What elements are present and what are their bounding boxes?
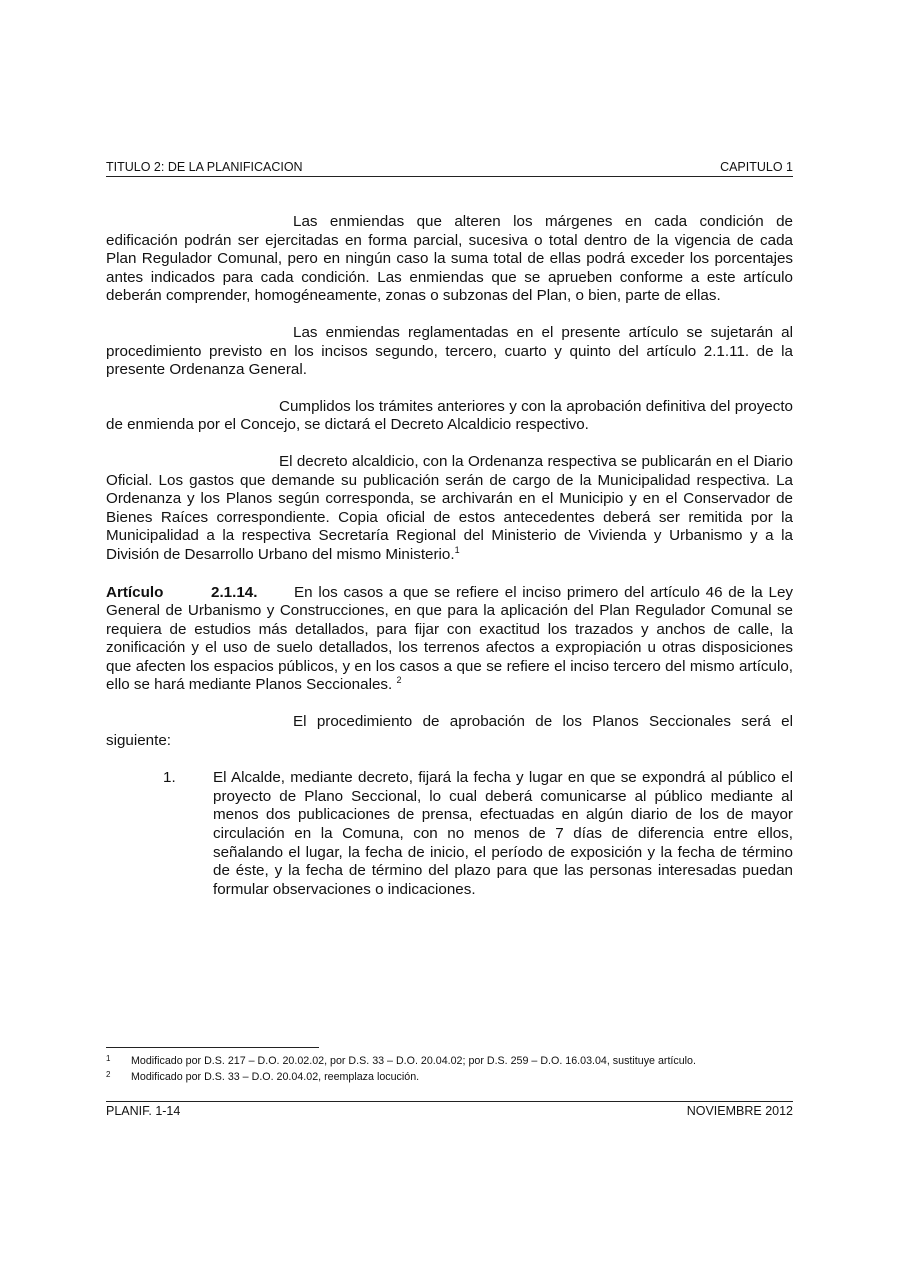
paragraph: El procedimiento de aprobación de los Planos Seccionales será el siguiente: [106, 713, 793, 749]
footnote-mark: 1 [106, 1054, 111, 1063]
list-item-text: El Alcalde, mediante decreto, fijará la fecha y lugar en que se expondrá al público el proyecto de Plano Seccional, lo cual deberá comunicarse al público mediante al menos dos publicaciones de prensa, efectuadas en algún diario de los de mayor circulación en la Comuna, con no menos de 7 días de diferencia entre ellos, señalando el lugar, la fecha de inicio, el período de exposición y la fecha de término de éste, y la fecha de término del plazo para que las personas interesadas puedan formular observaciones o indicaciones. [213, 769, 793, 898]
paragraph: Las enmiendas que alteren los márgenes en cada condición de edificación podrán ser ejercitadas en forma parcial, sucesiva o total dentro de la vigencia de cada Plan Regulador Comunal, pero en ningún caso la suma total de ellas podrá exceder los porcentajes antes indicados para cada condición. Las enmiendas que se aprueben conforme a este artículo deberán comprender, homogéneamente, zonas o subzonas del Plan, o bien, parte de ellas. [106, 213, 793, 305]
article-paragraph [106, 584, 793, 696]
list-item [106, 769, 793, 899]
footnotes [106, 1054, 796, 1085]
footer-page-number: PLANIF. 1-14 [106, 1104, 181, 1118]
article-number: 2.1.14. [211, 583, 258, 601]
footnote-separator [106, 1047, 319, 1048]
header-title: TITULO 2: DE LA PLANIFICACION [106, 160, 303, 174]
footnote-mark: 2 [106, 1069, 111, 1079]
page-footer [106, 1101, 793, 1118]
paragraph: Las enmiendas reglamentadas en el presente artículo se sujetarán al procedimiento previsto en los incisos segundo, tercero, cuarto y quinto del artículo 2.1.11. de la presente Ordenanza General. [106, 323, 793, 379]
footnote-text: Modificado por D.S. 217 – D.O. 20.02.02, por D.S. 33 – D.O. 20.04.02; por D.S. 259 – D.O. 16.03.04, sustituye artículo. [131, 1055, 696, 1067]
footnote-ref: 2 [396, 675, 402, 686]
paragraph: Cumplidos los trámites anteriores y con la aprobación definitiva del proyecto de enmienda por el Concejo, se dictará el Decreto Alcaldicio respectivo. [106, 397, 793, 434]
paragraph-text: El decreto alcaldicio, con la Ordenanza respectiva se publicarán en el Diario Oficial. Los gastos que demande su publicación serán de cargo de la Municipalidad respectiva. La Ordenanza y los Planos según corresponda, se archivarán en el Municipio y en el Conservador de Bienes Raíces correspondiente. Copia oficial de estos antecedentes deberá ser remitida por la Municipalidad a la respectiva Secretaría Regional del Ministerio de Vivienda y Urbanismo y a la División de Desarrollo Urbano del mismo Ministerio. [106, 452, 793, 563]
footnote [106, 1070, 796, 1086]
paragraph [106, 453, 793, 565]
header-chapter: CAPITULO 1 [720, 160, 793, 174]
footer-date: NOVIEMBRE 2012 [686, 1104, 793, 1118]
document-body [106, 213, 793, 899]
footnote [106, 1054, 796, 1070]
footnote-text: Modificado por D.S. 33 – D.O. 20.04.02, reemplaza locución. [131, 1070, 420, 1083]
paragraph-text: En los casos a que se refiere el inciso primero del artículo 46 de la Ley General de Urbanismo y Construcciones, en que para la aplicación del Plan Regulador Comunal se requiera de estudios más detallados, para fijar con exactitud los trazados y anchos de calle, la zonificación y el uso de suelo detallados, los terrenos afectos a expropiación u otras disposiciones que afecten los espacios públicos, y en los casos a que se refiere el inciso tercero del mismo artículo, ello se hará mediante Planos Seccionales. [106, 583, 793, 694]
list-item-number: 1. [163, 769, 176, 787]
article-label: Artículo [106, 583, 164, 601]
footnote-ref: 1 [454, 544, 460, 555]
page-header [106, 160, 793, 177]
